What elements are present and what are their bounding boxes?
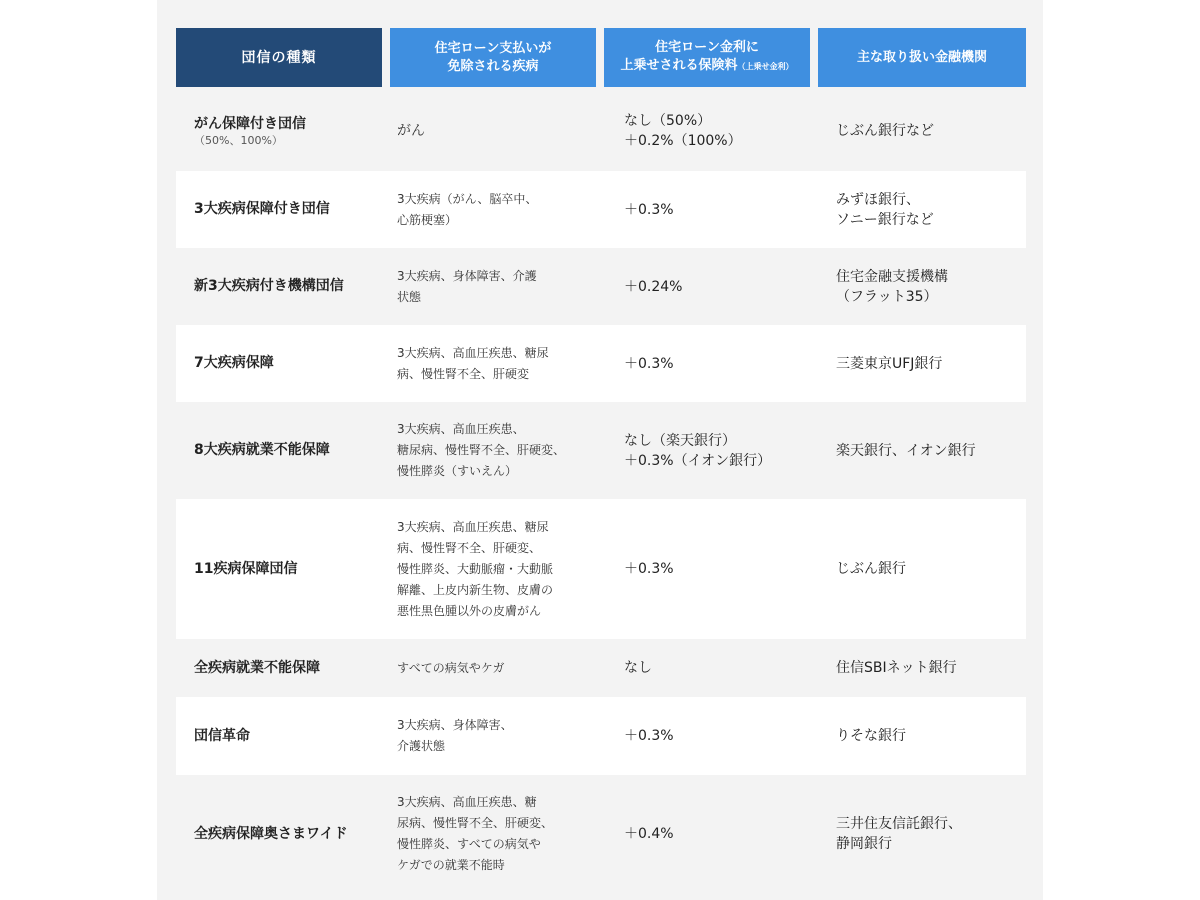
header-type-label: 団信の種類 [241,49,317,66]
row-rate [624,325,824,402]
row-diseases [397,325,597,402]
row-banks [836,499,1026,639]
row-diseases-text: 3大疾病（がん、脳卒中、 心筋梗塞） [397,191,538,227]
row-type-label: 8大疾病就業不能保障 [194,442,330,458]
row-diseases-text: 3大疾病、身体障害、 介護状態 [397,718,513,753]
row-banks [836,402,1026,499]
row-type [194,325,394,402]
row-diseases [397,248,597,325]
row-banks-text: 住信SBIネット銀行 [836,660,957,676]
row-banks [836,248,1026,325]
row-diseases-text: 3大疾病、高血圧疾患、糖 尿病、慢性腎不全、肝硬変、 慢性膵炎、すべての病気や ケガでの就業不能時 [397,795,554,872]
row-rate [624,697,824,775]
header-rate-note: （上乗せ金利） [737,62,794,71]
header-diseases [390,28,596,87]
header-banks-label: 主な取り扱い金融機関 [856,49,987,65]
row-banks-text: じぶん銀行 [836,561,906,577]
row-type-label: 11疾病保障団信 [194,560,298,577]
row-rate [624,95,824,167]
row-banks [836,775,1026,893]
row-type [194,697,394,775]
header-diseases-line1: 住宅ローン支払いが [434,40,552,56]
row-rate [624,639,824,697]
row-rate [624,402,824,499]
row-diseases [397,639,597,697]
row-banks [836,639,1026,697]
row-rate [624,248,824,325]
row-rate [624,171,824,248]
row-banks-text: みずほ銀行、 ソニー銀行など [836,191,934,228]
row-type [194,639,394,697]
row-diseases [397,697,597,775]
row-type [194,775,394,893]
row-type-label: がん保障付き団信 [194,115,306,132]
table-row [176,171,1026,248]
row-banks-text: 楽天銀行、イオン銀行 [836,442,976,459]
table-row [176,499,1026,639]
row-banks-text: 住宅金融支援機構 （フラット35） [836,268,948,305]
row-diseases [397,95,597,167]
row-type-label: 全疾病保障奥さまワイド [194,825,348,842]
row-rate-text: ＋0.4% [624,826,674,842]
row-rate-text: なし [624,660,652,676]
row-rate [624,775,824,893]
row-diseases-text: がん [397,122,425,139]
table-header [176,28,1026,87]
row-type-label: 3大疾病保障付き団信 [194,201,330,217]
row-diseases-text: 3大疾病、高血圧疾患、糖尿 病、慢性腎不全、肝硬変 [397,345,549,381]
row-banks-text: りそな銀行 [836,728,906,744]
row-type-label: 全疾病就業不能保障 [194,659,320,676]
row-diseases [397,171,597,248]
row-type-wrap [194,115,306,148]
row-type [194,248,394,325]
row-type-label: 7大疾病保障 [194,355,274,371]
row-banks [836,95,1026,167]
row-diseases-text: 3大疾病、高血圧疾患、糖尿 病、慢性腎不全、肝硬変、 慢性膵炎、大動脈瘤・大動脈 解離、上皮内新生物、皮膚の 悪性黒色腫以外の皮膚がん [397,519,554,618]
row-banks [836,697,1026,775]
row-banks [836,171,1026,248]
row-banks-text: 三菱東京UFJ銀行 [836,355,943,372]
row-rate-text: ＋0.3% [624,561,674,577]
table-row [176,95,1026,167]
row-diseases-text: すべての病気やケガ [397,660,505,675]
header-banks [818,28,1026,87]
row-type [194,171,394,248]
header-rate-line1: 住宅ローン金利に [655,40,759,55]
table-row [176,775,1026,893]
header-diseases-line2: 免除される疾病 [447,58,539,74]
row-rate-text: ＋0.24% [624,278,683,295]
header-type [176,28,382,87]
row-diseases [397,499,597,639]
row-rate-text: なし（楽天銀行） ＋0.3%（イオン銀行） [624,432,772,469]
row-diseases-text: 3大疾病、身体障害、介護 状態 [397,268,537,304]
row-type-label: 新3大疾病付き機構団信 [194,278,344,294]
row-rate-text: ＋0.3% [624,355,674,372]
row-banks [836,325,1026,402]
table-row [176,325,1026,402]
row-diseases-text: 3大疾病、高血圧疾患、 糖尿病、慢性腎不全、肝硬変、 慢性膵炎（すいえん） [397,422,566,478]
header-diseases-label [435,40,552,76]
row-rate [624,499,824,639]
row-rate-text: ＋0.3% [624,728,674,744]
header-rate [604,28,810,87]
header-rate-label [620,39,793,76]
row-rate-text: ＋0.3% [624,201,674,218]
row-diseases [397,402,597,499]
row-diseases [397,775,597,893]
table-row [176,402,1026,499]
row-banks-text: じぶん銀行など [836,123,934,139]
row-type-sub: （50%、100%） [194,133,283,147]
row-type [194,402,394,499]
table-row [176,639,1026,697]
row-rate-text: なし（50%） ＋0.2%（100%） [624,113,742,149]
row-type [194,499,394,639]
row-banks-text: 三井住友信託銀行、 静岡銀行 [836,816,962,852]
row-type-label: 団信革命 [194,727,250,744]
header-rate-line2: 上乗せされる保険料 [620,58,738,73]
table-row [176,248,1026,325]
row-type [194,95,394,167]
table-row [176,697,1026,775]
